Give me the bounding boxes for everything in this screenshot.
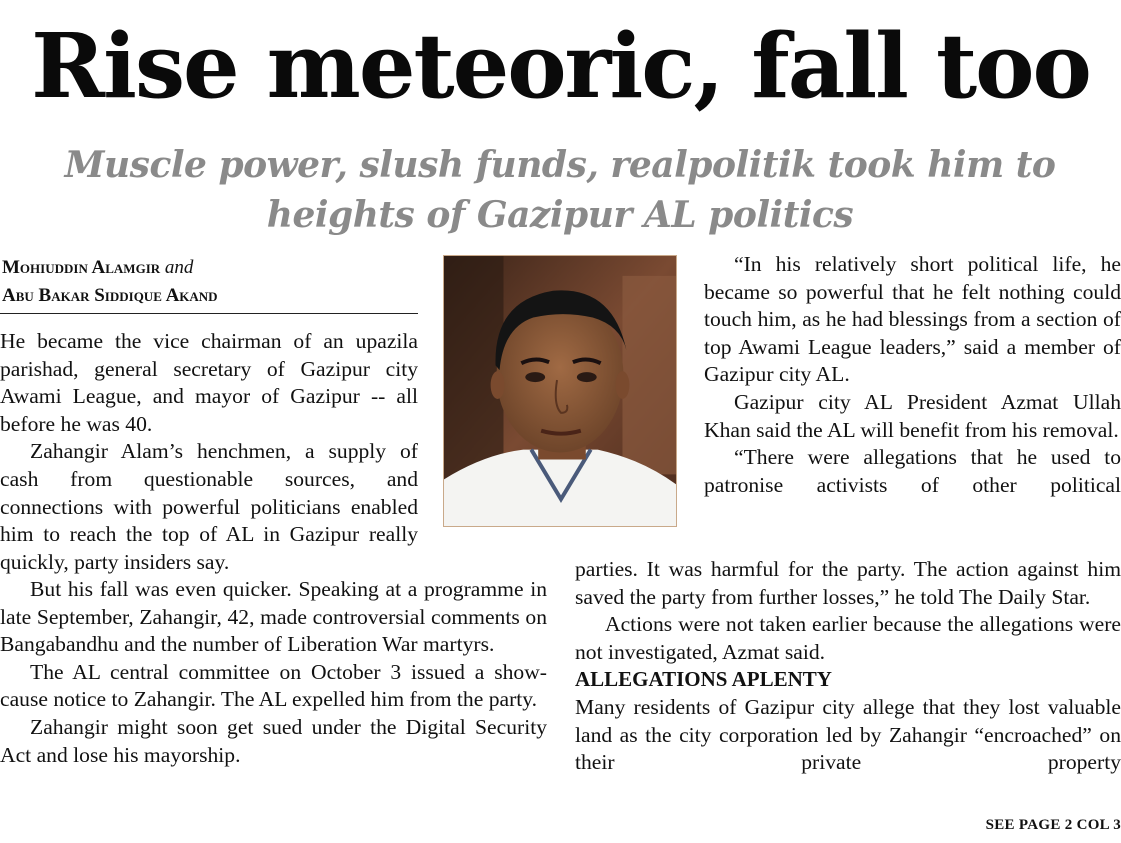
deck-line-1: Muscle power, slush funds, realpolitik took him to	[64, 144, 1056, 186]
byline-author-1: Mohiuddin Alamgir	[2, 257, 161, 278]
article-paragraph: Zahangir might soon get sued under the Digital Security Act and lose his mayorship.	[0, 714, 547, 767]
deck-line-2: heights of Gazipur AL politics	[266, 194, 854, 236]
article-paragraph: Zahangir Alam’s henchmen, a supply of cash from questionable sources, and connections with powerful politicians enabled him to reach the top of AL in Gazipur really quickly, party insiders say.	[0, 439, 418, 574]
article-paragraph: But his fall was even quicker. Speaking at a programme in late September, Zahangir, 42, made controversial comments on Bangabandhu and the number of Liberation War martyrs.	[0, 577, 547, 657]
section-subhead: ALLEGATIONS APLENTY	[575, 667, 832, 692]
continued-jump-line: SEE PAGE 2 COL 3	[985, 817, 1121, 833]
portrait-photo	[443, 255, 677, 527]
headline: Rise meteoric, fall too	[31, 13, 1090, 118]
article-paragraph: Actions were not taken earlier because the allegations were not investigated, Azmat said.	[575, 612, 1121, 664]
article-paragraph: parties. It was harmful for the party. The action against him saved the party from further losses,” he told The Daily Star.	[575, 557, 1121, 609]
byline-and: and	[164, 257, 194, 278]
article-column-1-top	[0, 328, 418, 576]
article-paragraph: He became the vice chairman of an upazila parishad, general secretary of Gazipur city Awami League, and mayor of Gazipur -- all before he was 40.	[0, 329, 418, 436]
byline	[2, 254, 418, 310]
article-paragraph: “There were allegations that he used to patronise activists of other political	[704, 445, 1121, 497]
article-column-2-bottom	[575, 556, 1121, 777]
article-paragraph: Gazipur city AL President Azmat Ullah Khan said the AL will benefit from his removal.	[704, 389, 1121, 442]
byline-rule	[0, 313, 418, 314]
portrait-photo-icon	[444, 256, 676, 526]
byline-author-2: Abu Bakar Siddique Akand	[2, 285, 218, 306]
article-paragraph: “In his relatively short political life, he became so powerful that he felt nothing could touch him, as he had blessings from a section of top Awami League leaders,” said a member of Gazipur city AL.	[704, 252, 1121, 387]
deck	[40, 140, 1080, 240]
article-paragraph: Many residents of Gazipur city allege that they lost valuable land as the city corporation led by Zahangir “encroached” on their private property	[575, 694, 1121, 775]
article-column-1-bottom	[0, 576, 547, 769]
article-paragraph: The AL central committee on October 3 issued a show-cause notice to Zahangir. The AL expelled him from the party.	[0, 659, 547, 712]
article-column-2-top	[704, 251, 1121, 499]
